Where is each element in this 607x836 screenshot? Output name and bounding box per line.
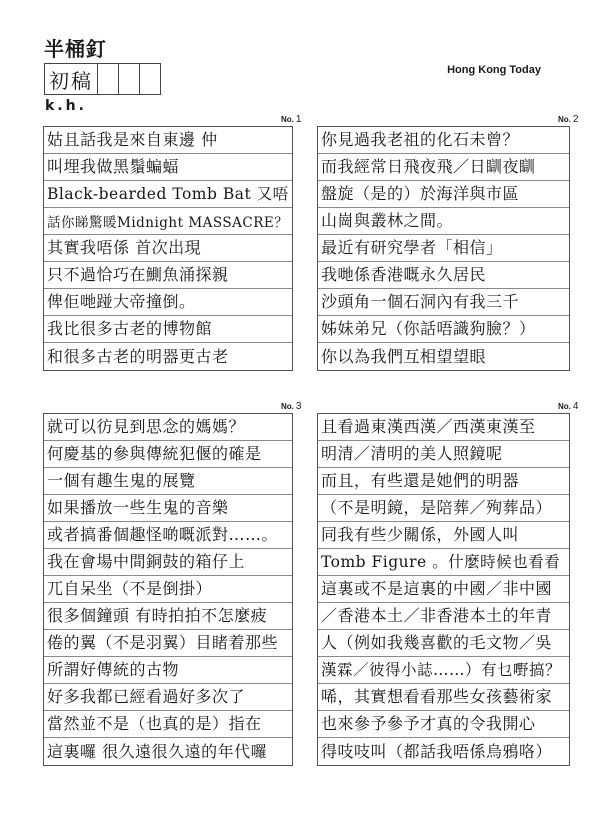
- manuscript-line: 而我經常日飛夜飛／日瞓夜瞓: [318, 154, 569, 181]
- manuscript-line: 我哋係香港嘅永久居民: [318, 262, 569, 289]
- draft-empty-cell: [97, 64, 118, 94]
- manuscript-line: 叫埋我做黑鬚蝙蝠: [44, 154, 292, 181]
- draft-label: 初稿: [49, 68, 93, 93]
- manuscript-panel-2: [317, 126, 570, 371]
- column-title: 半桶釘: [44, 37, 107, 61]
- manuscript-line: 而且，有些還是她們的明器: [318, 468, 569, 495]
- author-signature: k.h.: [45, 98, 87, 114]
- manuscript-line: 話你睇驚暖Midnight MASSACRE？: [44, 208, 292, 235]
- manuscript-line: Tomb Figure 。什麼時候也看看: [318, 549, 569, 576]
- manuscript-line: 也來參予參予才真的令我開心: [318, 711, 569, 738]
- manuscript-line: 我比很多古老的博物館: [44, 316, 292, 343]
- page-number-2: No. 2: [558, 114, 579, 125]
- manuscript-line: 沙頭角一個石洞內有我三千: [318, 289, 569, 316]
- manuscript-line: 何慶基的參與傳統犯偃的確是: [44, 441, 292, 468]
- manuscript-line: 好多我都已經看過好多次了: [44, 684, 292, 711]
- manuscript-line: 唏，其實想看看那些女孩藝術家: [318, 684, 569, 711]
- manuscript-line: 這裏囉 很久遠很久遠的年代囉: [47, 742, 268, 761]
- page-number-1: No. 1: [281, 114, 302, 125]
- manuscript-line: Black-bearded Tomb Bat 又唔: [44, 181, 292, 208]
- manuscript-panel-4: [317, 413, 570, 766]
- manuscript-line: （不是明鏡，是陪葬／殉葬品）: [318, 495, 569, 522]
- manuscript-line: 兀自呆坐（不是倒掛）: [44, 576, 292, 603]
- manuscript-panel-1: [43, 126, 293, 371]
- page-number-4: No. 4: [558, 401, 579, 412]
- manuscript-line: 所謂好傳統的古物: [44, 657, 292, 684]
- manuscript-line: 最近有研究學者「相信」: [318, 235, 569, 262]
- page-number-3: No. 3: [281, 401, 302, 412]
- draft-empty-cell: [118, 64, 139, 94]
- manuscript-line: ／香港本土／非香港本土的年青: [318, 603, 569, 630]
- manuscript-line: 姊妹弟兄（你話唔識狗臉？）: [318, 316, 569, 343]
- manuscript-line: 明清／清明的美人照鏡呢: [318, 441, 569, 468]
- manuscript-line: 只不過恰巧在鰂魚涌探親: [44, 262, 292, 289]
- manuscript-line: 人（例如我幾喜歡的毛文物／吳: [318, 630, 569, 657]
- draft-empty-cell: [139, 64, 160, 94]
- manuscript-line: 或者搞番個趣怪啲嘅派對……。: [44, 522, 292, 549]
- manuscript-line: 且看過東漢西漢／西漢東漢至: [318, 414, 569, 441]
- manuscript-line: 姑且話我是來自東邊 仲: [44, 127, 292, 154]
- manuscript-line: 就可以彷見到思念的媽媽？: [44, 414, 292, 441]
- manuscript-line: 俾佢哋踫大帝撞倒。: [44, 289, 292, 316]
- manuscript-line: 盤旋（是的）於海洋與市區: [318, 181, 569, 208]
- manuscript-line: 同我有些少關係，外國人叫: [318, 522, 569, 549]
- manuscript-panel-3: [43, 413, 293, 766]
- manuscript-line: 我在會場中間銅鼓的箱仔上: [44, 549, 292, 576]
- manuscript-line: 倦的翼（不是羽翼）目睹着那些: [44, 630, 292, 657]
- manuscript-line: 這裏或不是這裏的中國／非中國: [318, 576, 569, 603]
- manuscript-line: 漢霖／彼得小誌……）有乜嘢搞？: [318, 657, 569, 684]
- manuscript-line: 一個有趣生鬼的展覽: [44, 468, 292, 495]
- manuscript-line: 山崗與叢林之間。: [318, 208, 569, 235]
- draft-stamp-box: [44, 63, 161, 95]
- manuscript-line: 當然並不是（也真的是）指在: [44, 711, 292, 738]
- manuscript-line: 如果播放一些生鬼的音樂: [44, 495, 292, 522]
- manuscript-line: 其實我唔係 首次出現: [44, 235, 292, 262]
- publication-name: Hong Kong Today: [447, 64, 541, 76]
- manuscript-line: 你以為我們互相望望眼: [321, 347, 487, 366]
- manuscript-line: 得吱吱叫（都話我唔係烏鴉咯）: [321, 742, 553, 761]
- manuscript-line: 很多個鐘頭 有時拍拍不怎麼疲: [44, 603, 292, 630]
- manuscript-line: 和很多古老的明器更古老: [47, 347, 229, 366]
- manuscript-line: 你見過我老祖的化石未曾？: [318, 127, 569, 154]
